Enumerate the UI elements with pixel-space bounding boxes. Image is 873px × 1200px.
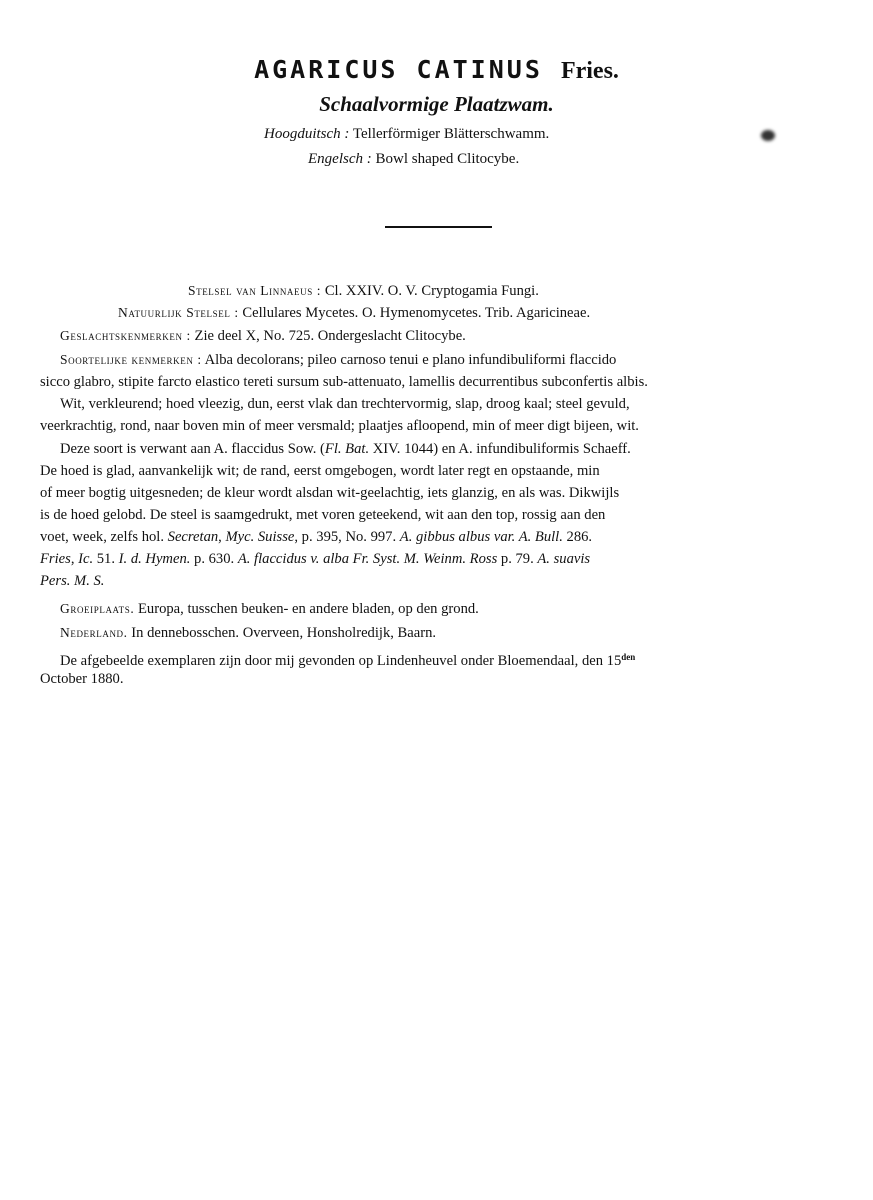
natural-system-line — [118, 304, 590, 322]
netherlands-label: Nederland. — [60, 625, 128, 640]
cap-description-1: De hoed is glad, aanvankelijk wit; de rand, eerst omgebogen, wordt later regt en opstaande, min — [40, 463, 600, 479]
references-line-1 — [40, 528, 592, 546]
dutch-description-2: veerkrachtig, rond, naar boven min of meer versmald; plaatjes afloopend, min of meer digt bijeen, wit. — [40, 418, 639, 434]
ref-synonym: A. gibbus albus var. A. Bull. — [399, 529, 563, 545]
english-label: Engelsch : — [308, 151, 372, 167]
relation-text-a: Deze soort is verwant aan A. flaccidus Sow. ( — [60, 441, 325, 457]
english-name: Bowl shaped Clitocybe. — [375, 151, 520, 167]
divider-rule — [385, 226, 492, 228]
title-species: AGARICUS CATINUS — [254, 55, 543, 84]
genus-characteristics-line — [60, 327, 466, 345]
ink-spot — [761, 130, 775, 141]
cap-description-3: is de hoed gelobd. De steel is saamgedrukt, met voren geteekend, wit aan den top, rossig aan den — [40, 507, 606, 523]
netherlands-line — [60, 624, 436, 642]
natural-system-label: Natuurlijk Stelsel : — [118, 305, 239, 320]
habitat-line — [60, 600, 479, 618]
title-author: Fries. — [560, 58, 619, 84]
ref-author: Fries — [40, 551, 71, 567]
dutch-name: Schaalvormige Plaatzwam. — [319, 92, 554, 116]
latin-description-2: sicco glabro, stipite farcto elastico tereti sursum sub-attenuato, lamellis decurrentibus subconfertis albis. — [40, 374, 648, 390]
ref-synonym: A. flaccidus v. alba Fr. Syst. M. Weinm. Ross — [237, 551, 498, 567]
ref-text: p. 79. — [497, 551, 538, 567]
ref-text: p. 630. — [190, 551, 238, 567]
relation-line — [60, 440, 631, 458]
ref-work: Ic. — [78, 551, 94, 567]
habitat-label: Groeiplaats. — [60, 601, 135, 616]
ref-text: 51. — [93, 551, 119, 567]
relation-ref: Fl. Bat. — [324, 441, 370, 457]
ref-work: Myc. Suisse — [225, 529, 295, 545]
german-name: Tellerförmiger Blätterschwamm. — [352, 126, 550, 142]
ref-text: , p. 395, No. 997. — [294, 529, 400, 545]
ref-text: , — [218, 529, 226, 545]
references-line-3: Pers. M. S. — [40, 573, 105, 589]
species-characteristics-label: Soortelijke kenmerken : — [60, 352, 202, 367]
ref-text: voet, week, zelfs hol. — [40, 529, 168, 545]
specimen-line-2: October 1880. — [40, 671, 124, 687]
page-title — [0, 55, 873, 85]
latin-description-1: Alba decolorans; pileo carnoso tenui e plano infundibuliformi flaccido — [204, 352, 617, 368]
cap-description-2: of meer bogtig uitgesneden; de kleur wordt alsdan wit-geelachtig, iets glanzig, en als was. Dikwijls — [40, 485, 620, 501]
genus-characteristics-text: Zie deel X, No. 725. Ondergeslacht Clitocybe. — [194, 328, 466, 344]
netherlands-text: In dennebosschen. Overveen, Honsholredijk, Baarn. — [131, 625, 437, 641]
specimen-text: De afgebeelde exemplaren zijn door mij gevonden op Lindenheuvel onder Bloemendaal, den 15 — [60, 653, 622, 669]
dutch-description-1: Wit, verkleurend; hoed vleezig, dun, eerst vlak dan trechtervormig, slap, droog kaal; steel gevuld, — [60, 396, 630, 412]
species-characteristics-line — [60, 351, 616, 369]
linnaeus-line — [188, 282, 539, 300]
linnaeus-label: Stelsel van Linnaeus : — [188, 283, 322, 298]
ref-text: 286. — [562, 529, 593, 545]
relation-text-b: XIV. 1044) en A. infundibuliformis Schaeff. — [369, 441, 631, 457]
genus-characteristics-label: Geslachtskenmerken : — [60, 328, 191, 343]
ref-text: , — [70, 551, 79, 567]
ref-author: Secretan — [167, 529, 219, 545]
specimen-line-1 — [60, 648, 635, 670]
german-label: Hoogduitsch : — [264, 126, 350, 142]
german-name-line — [264, 126, 549, 143]
references-line-2 — [40, 550, 590, 568]
natural-system-text: Cellulares Mycetes. O. Hymenomycetes. Trib. Agaricineae. — [242, 305, 591, 321]
date-ordinal: den — [621, 652, 636, 662]
ref-synonym: A. suavis — [537, 551, 591, 567]
english-name-line — [308, 151, 519, 168]
habitat-text: Europa, tusschen beuken- en andere bladen, op den grond. — [138, 601, 479, 617]
ref-work: I. d. Hymen. — [118, 551, 191, 567]
linnaeus-text: Cl. XXIV. O. V. Cryptogamia Fungi. — [324, 283, 539, 299]
